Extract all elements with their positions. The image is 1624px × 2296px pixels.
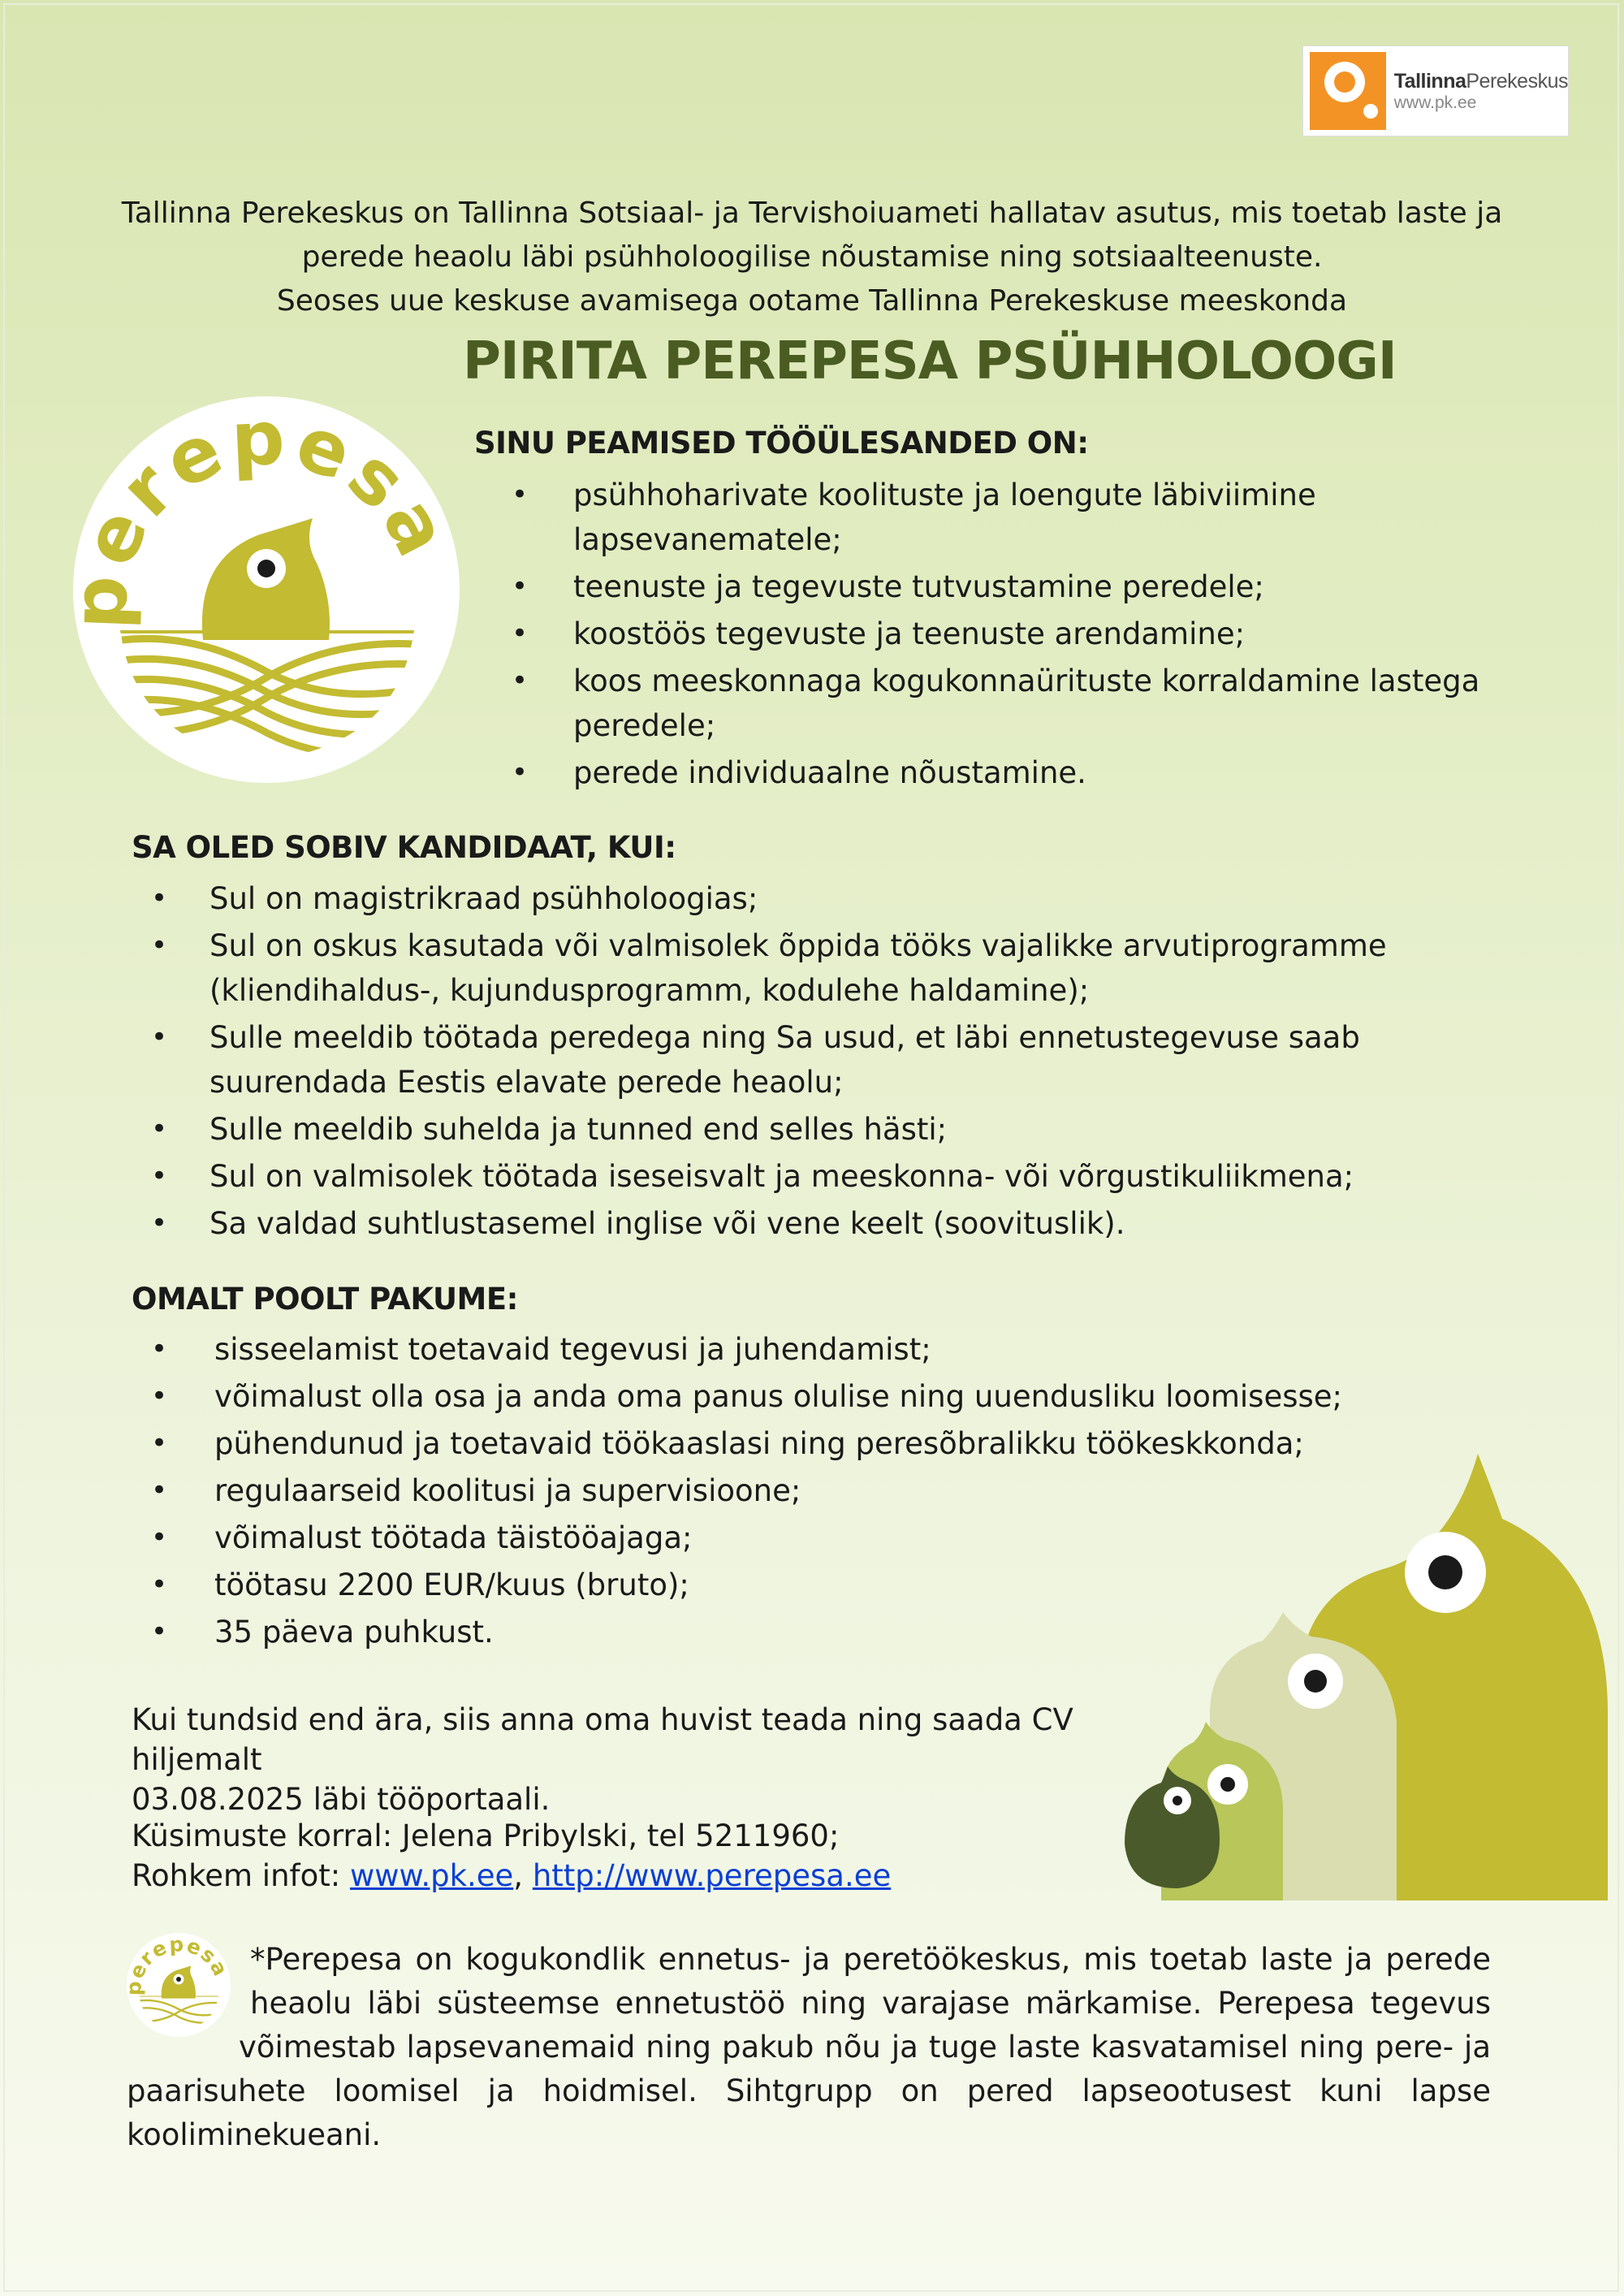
candidate-item: • Sulle meeldib suhelda ja tunned end selles hästi; [135, 1107, 1515, 1152]
tasks-item: • koostöös tegevuste ja teenuste arendamine; [495, 612, 1502, 656]
intro-line-3: Seoses uue keskuse avamisega ootame Tallinna Perekeskuse meeskonda [276, 284, 1348, 318]
offer-item: • võimalust töötada täistööajaga; [135, 1516, 1353, 1560]
candidate-item: • Sul on valmisolek töötada iseseisvalt ja meeskonna- või võrgustikuliikmena; [135, 1154, 1515, 1199]
perepesa-bird-nest-icon [73, 396, 460, 783]
footnote [127, 1938, 1491, 2157]
tasks-item: • psühhoharivate koolituste ja loengute läbiviimine lapsevanematele; [495, 473, 1502, 562]
logo-url: www.pk.ee [1393, 93, 1477, 112]
intro-text [106, 192, 1518, 323]
page-title: PIRITA PEREPESA PSÜHHOLOOGI [463, 331, 1397, 391]
offer-item: • töötasu 2200 EUR/kuus (bruto); [135, 1563, 1353, 1607]
candidate-list [135, 876, 1515, 1246]
tasks-item: • perede individuaalne nõustamine. [495, 750, 1502, 795]
candidate-item: • Sulle meeldib töötada peredega ning Sa usud, et läbi ennetustegevuse saab suurendada Eestis elavate perede heaolu; [135, 1015, 1515, 1105]
intro-line-1: Tallinna Perekeskus on Tallinna Sotsiaal- ja Tervishoiuameti hallatav asutus, mis toetab laste ja [121, 197, 1503, 230]
tasks-list [495, 473, 1502, 795]
contact-paragraph [132, 1816, 1187, 1896]
apply-line-1: Kui tundsid end ära, siis anna oma huvist teada ning saada CV hiljemalt [132, 1702, 1073, 1777]
offer-item: • sisseelamist toetavaid tegevusi ja juhendamist; [135, 1327, 1353, 1372]
tasks-item: • koos meeskonnaga kogukonnaürituste korraldamine lastega peredele; [495, 659, 1502, 748]
link-perepesa-ee[interactable]: http://www.perepesa.ee [532, 1858, 892, 1893]
footnote-line-2: heaolu läbi süsteemse ennetustöö ning varajase märkamise. Perepesa tegevus [250, 1986, 1491, 2021]
footnote-line-4: paarisuhete loomisel ja hoidmisel. Sihtgrupp on pered lapseootusest kuni lapse [127, 2073, 1491, 2108]
link-separator: , [513, 1858, 533, 1893]
offer-item: • võimalust olla osa ja anda oma panus olulise ning uuendusliku loomisesse; [135, 1374, 1353, 1419]
logo-brand-second: Perekeskus [1466, 69, 1568, 93]
candidate-item: • Sa valdad suhtlustasemel inglise või vene keelt (soovituslik). [135, 1201, 1515, 1246]
perepesa-logo-text: erepesa [73, 396, 460, 579]
offer-item: • pühendunud ja toetavaid töökaaslasi ning peresõbralikku töökeskkonda; [135, 1421, 1353, 1466]
apply-paragraph [132, 1700, 1187, 1819]
birds-illustration [1121, 1446, 1608, 1900]
offer-item: • 35 päeva puhkust. [135, 1610, 1353, 1654]
footnote-line-3: võimestab lapsevanemaid ning pakub nõu ja tuge laste kasvatamisel ning pere- ja [239, 2030, 1491, 2065]
candidate-item: • Sul on magistrikraad psühholoogias; [135, 876, 1515, 921]
tasks-heading: SINU PEAMISED TÖÖÜLESANDED ON: [474, 426, 1089, 460]
offer-item: • regulaarseid koolitusi ja supervisioone; [135, 1468, 1353, 1513]
apply-line-2: 03.08.2025 läbi tööportaali. [132, 1782, 551, 1817]
offer-heading: OMALT POOLT PAKUME: [132, 1282, 518, 1317]
footnote-line-1: *Perepesa on kogukondlik ennetus- ja peretöökeskus, mis toetab laste ja perede [250, 1942, 1491, 1977]
candidate-item: • Sul on oskus kasutada või valmisolek õppida tööks vajalikke arvutiprogramme (kliendihaldus-, kujundusprogramm, kodulehe haldamine); [135, 923, 1515, 1013]
tasks-item: • teenuste ja tegevuste tutvustamine peredele; [495, 564, 1502, 609]
more-info-label: Rohkem infot: [132, 1858, 350, 1893]
perekeskus-logo-text [1394, 71, 1568, 111]
perepesa-logo [73, 396, 460, 783]
perekeskus-mark-icon [1310, 52, 1386, 130]
candidate-heading: SA OLED SOBIV KANDIDAAT, KUI: [132, 830, 676, 865]
logo-brand-main: Tallinna [1393, 69, 1466, 93]
perepesa-small-logo-text: erepesa [127, 1933, 231, 1983]
link-pk-ee[interactable]: www.pk.ee [349, 1858, 514, 1893]
contact-line-2 [132, 1856, 1187, 1896]
contact-line-1: Küsimuste korral: Jelena Pribylski, tel 5211960; [132, 1818, 840, 1853]
tallinna-perekeskus-logo [1302, 45, 1569, 136]
footnote-line-5: kooliminekueani. [127, 2117, 382, 2152]
intro-line-2: perede heaolu läbi psühholoogilise nõustamise ning sotsiaalteenuste. [301, 240, 1323, 274]
